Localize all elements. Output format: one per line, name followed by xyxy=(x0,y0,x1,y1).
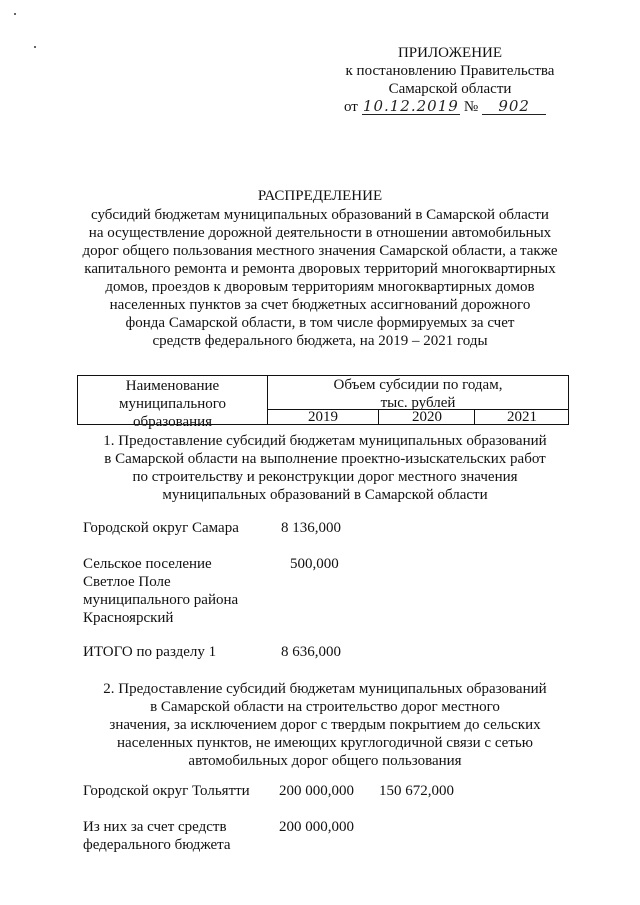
column-header-volume: Объем субсидии по годам, тыс. рублей xyxy=(268,376,568,410)
column-header-year-2020: 2020 xyxy=(378,409,475,425)
row-value-2019: 200 000,000 xyxy=(279,783,354,799)
from-label: от xyxy=(344,99,358,115)
handwritten-number: 902 xyxy=(482,98,546,115)
row-value-2019: 8 636,000 xyxy=(281,644,341,660)
row-value-2019: 500,000 xyxy=(290,556,339,572)
appendix-date-number-line xyxy=(344,98,570,116)
table-header xyxy=(77,375,569,430)
column-header-year-2019: 2019 xyxy=(308,409,338,425)
scan-speck xyxy=(14,13,16,15)
document-heading: РАСПРЕДЕЛЕНИЕ xyxy=(257,188,383,204)
row-value-2019: 200 000,000 xyxy=(279,819,354,835)
row-name: Городской округ Самара xyxy=(83,520,239,536)
row-name: Сельское поселение Светлое Поле муниципального района Красноярский xyxy=(83,556,239,626)
column-header-year-2021: 2021 xyxy=(474,409,569,425)
number-label: № xyxy=(463,99,479,115)
row-value-2019: 8 136,000 xyxy=(281,520,341,536)
row-value-2020: 150 672,000 xyxy=(379,783,454,799)
section-1-title: 1. Предоставление субсидий бюджетам муниципальных образований в Самарской области на выполнение проектно-изыскательских работ по строительству и реконструкции дорог местного значения муниципальных образований в Самарской области xyxy=(103,433,547,503)
section-2-title: 2. Предоставление субсидий бюджетам муниципальных образований в Самарской области на строительство дорог местного значения, за исключением дорог с твердым покрытием до сельских населенных пунктов, не имеющих круглогодичной связи с сетью автомобильных дорог общего пользования xyxy=(103,681,547,769)
document-subtitle: субсидий бюджетам муниципальных образований в Самарской области на осуществление дорожной деятельности в отношении автомобильных дорог общего пользования местного значения Самарской области, а также капитального ремонта и ремонта дворовых территорий многоквартирных домов, проездов к дворовым территориям многоквартирных домов населенных пунктов за счет бюджетных ассигнований дорожного фонда Самарской области, в том числе формируемых за счет средств федерального бюджета, на 2019 – 2021 годы xyxy=(82,207,558,349)
appendix-region-line: Самарской области xyxy=(388,81,512,97)
scan-speck xyxy=(34,46,36,48)
document-title-block xyxy=(60,187,580,350)
handwritten-date: 10.12.2019 xyxy=(362,97,459,115)
column-header-name: Наименование муниципального образования xyxy=(78,376,268,424)
row-name: Городской округ Тольятти xyxy=(83,783,250,799)
appendix-header xyxy=(330,44,570,116)
row-name: ИТОГО по разделу 1 xyxy=(83,644,217,660)
appendix-resolution-line: к постановлению Правительства xyxy=(345,63,555,79)
appendix-title: ПРИЛОЖЕНИЕ xyxy=(397,45,503,61)
row-name: Из них за счет средств федерального бюджета xyxy=(83,819,231,853)
